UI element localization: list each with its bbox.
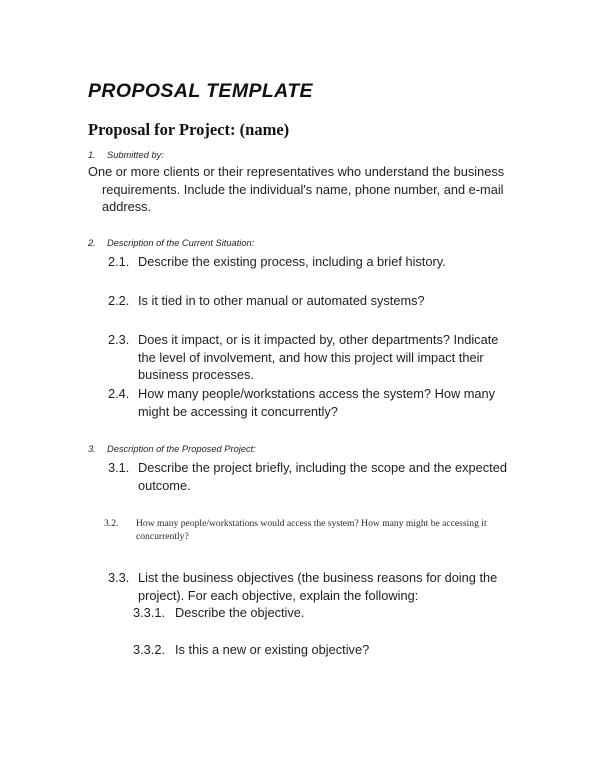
list-item-text: List the business objectives (the business reasons for doing the project). For each objective, explain the following: [138, 570, 498, 603]
section-label-1: Submitted by: [107, 150, 164, 160]
list-item-text: How many people/workstations would access the system? How many might be accessing it concurrently? [136, 518, 487, 542]
list-item-text: Is this a new or existing objective? [175, 642, 370, 657]
list-item-number: 2.2. [108, 293, 130, 308]
section-label-2: Description of the Current Situation: [107, 238, 255, 248]
list-item-3-1 [108, 459, 518, 494]
list-item-text: How many people/workstations access the system? How many might be accessing it concurrently? [138, 386, 496, 419]
section-number-1: 1. [88, 150, 96, 160]
list-item-text: Describe the objective. [175, 605, 305, 620]
section-number-3: 3. [88, 444, 96, 454]
document-subtitle: Proposal for Project: (name) [88, 120, 290, 139]
section-number-2: 2. [88, 238, 96, 248]
list-item-number: 3.1. [108, 460, 130, 475]
page-title: PROPOSAL TEMPLATE [88, 80, 313, 102]
list-item-number: 3.3.2. [133, 642, 166, 657]
list-item-2-1 [108, 253, 518, 271]
section-1-paragraph: One or more clients or their representatives who understand the business requirements. Include the individual's name, phone number, and e-mail address. [88, 164, 505, 214]
section-label-3: Description of the Proposed Project: [107, 444, 256, 454]
list-item-text: Does it impact, or is it impacted by, other departments? Indicate the level of involvement, and how this project will impact their business processes. [138, 332, 499, 382]
list-item-number: 2.4. [108, 386, 130, 401]
list-item-3-2 [104, 517, 524, 543]
list-item-number: 3.2. [104, 518, 119, 529]
list-item-number: 3.3.1. [133, 605, 166, 620]
list-item-2-2 [108, 292, 518, 310]
list-item-number: 2.1. [108, 254, 130, 269]
list-item-number: 3.3. [108, 570, 130, 585]
list-item-3-3-1 [133, 604, 513, 622]
list-item-2-4 [108, 385, 518, 420]
list-item-number: 2.3. [108, 332, 130, 347]
list-item-text: Describe the existing process, including a brief history. [138, 254, 446, 269]
list-item-3-3-2 [133, 641, 513, 659]
list-item-3-3 [108, 569, 518, 604]
list-item-2-3 [108, 331, 518, 384]
list-item-text: Is it tied in to other manual or automated systems? [138, 293, 425, 308]
list-item-text: Describe the project briefly, including the scope and the expected outcome. [138, 460, 507, 493]
